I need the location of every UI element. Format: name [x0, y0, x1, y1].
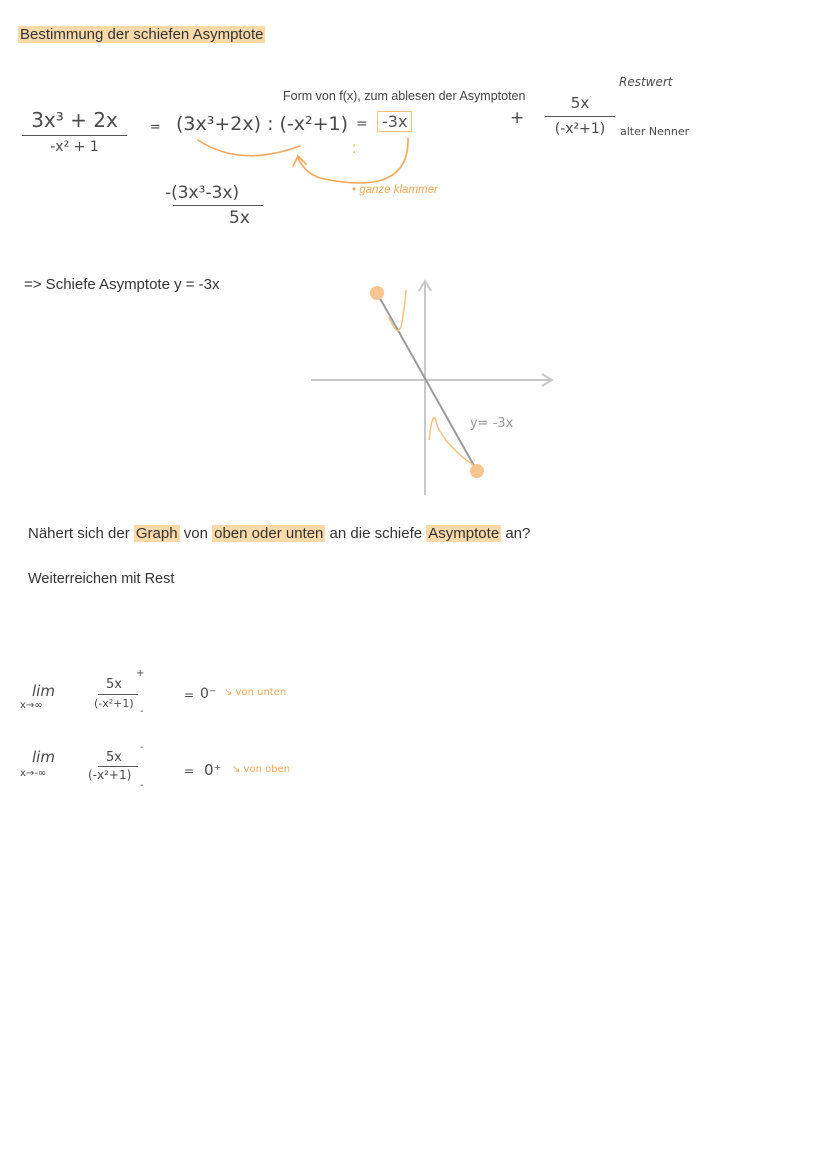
ganze-klammer-note: • ganze klammer [352, 184, 438, 196]
rest-numerator: 5x [570, 94, 590, 112]
limit-2-den: (-x²+1) [88, 768, 132, 782]
graph-label: y= -3x [470, 416, 514, 431]
conclusion-text: => Schiefe Asymptote y = -3x [24, 276, 220, 293]
limit-1-num: 5x [106, 677, 122, 692]
fraction-line [22, 135, 127, 136]
asymptote-result-box: -3x [377, 111, 412, 132]
limit-1-num-sign: + [136, 668, 145, 679]
rest-denominator: (-x²+1) [554, 121, 606, 138]
graph-curve-upper [389, 290, 406, 331]
division-equals: = [356, 116, 368, 132]
alter-nenner-note: alter Nenner [620, 125, 690, 138]
colon-mark: : [352, 140, 357, 157]
limit-2-note: ↘ von oben [232, 764, 291, 775]
limit-1-result: 0⁻ [200, 686, 217, 702]
subtraction-line [173, 205, 263, 206]
question-text: Nähert sich der Graph von oben oder unten an die schiefe Asymptote an? [28, 525, 531, 542]
limit-1-den-sign: - [140, 706, 144, 717]
subtraction-term: -(3x³-3x) [165, 183, 240, 203]
limit-1-lim: lim [32, 682, 55, 700]
endpoint-bottom [470, 464, 484, 478]
fraction-numerator: 3x³ + 2x [31, 108, 118, 132]
limit-1 [18, 668, 318, 722]
limit-2-sub: x→-∞ [20, 768, 47, 779]
rest-label: Restwert [619, 75, 673, 89]
rest-fraction [545, 94, 615, 137]
fraction-denominator: -x² + 1 [50, 139, 99, 156]
limit-1-note: ↘ von unten [224, 687, 287, 698]
limit-1-sub: x→∞ [20, 700, 43, 711]
limit-2-eq: = [184, 764, 195, 778]
highlight-graph: Graph [135, 525, 178, 542]
remainder-term: 5x [229, 208, 250, 229]
asymptote-graph [305, 275, 565, 505]
weiterreichen-text: Weiterreichen mit Rest [28, 571, 175, 587]
division-expression: (3x³+2x) : (-x²+1) [176, 113, 349, 135]
asymptote-line [377, 293, 477, 471]
plus-sign: + [510, 108, 525, 128]
form-label: Form von f(x), zum ablesen der Asymptoten [283, 89, 526, 103]
page-title: Bestimmung der schiefen Asymptote [20, 26, 264, 43]
limit-2-num-sign: - [140, 742, 144, 753]
limit-2-den-sign: - [140, 780, 144, 791]
rest-fraction-line [545, 116, 615, 117]
limit-2-num: 5x [106, 750, 122, 765]
limit-1-line [98, 694, 138, 695]
highlight-oben-unten: oben oder unten [214, 525, 324, 542]
arc-left-arrow [198, 140, 300, 156]
limit-2 [18, 742, 318, 798]
original-fraction [22, 108, 127, 155]
limit-1-eq: = [184, 688, 195, 702]
endpoint-top [370, 286, 384, 300]
equals-sign: = [150, 120, 161, 135]
limit-1-den: (-x²+1) [94, 697, 134, 710]
subtraction-step [165, 183, 275, 228]
limit-2-result: 0⁺ [204, 761, 222, 779]
limit-2-lim: lim [32, 748, 55, 766]
highlight-asymptote: Asymptote [428, 525, 500, 542]
